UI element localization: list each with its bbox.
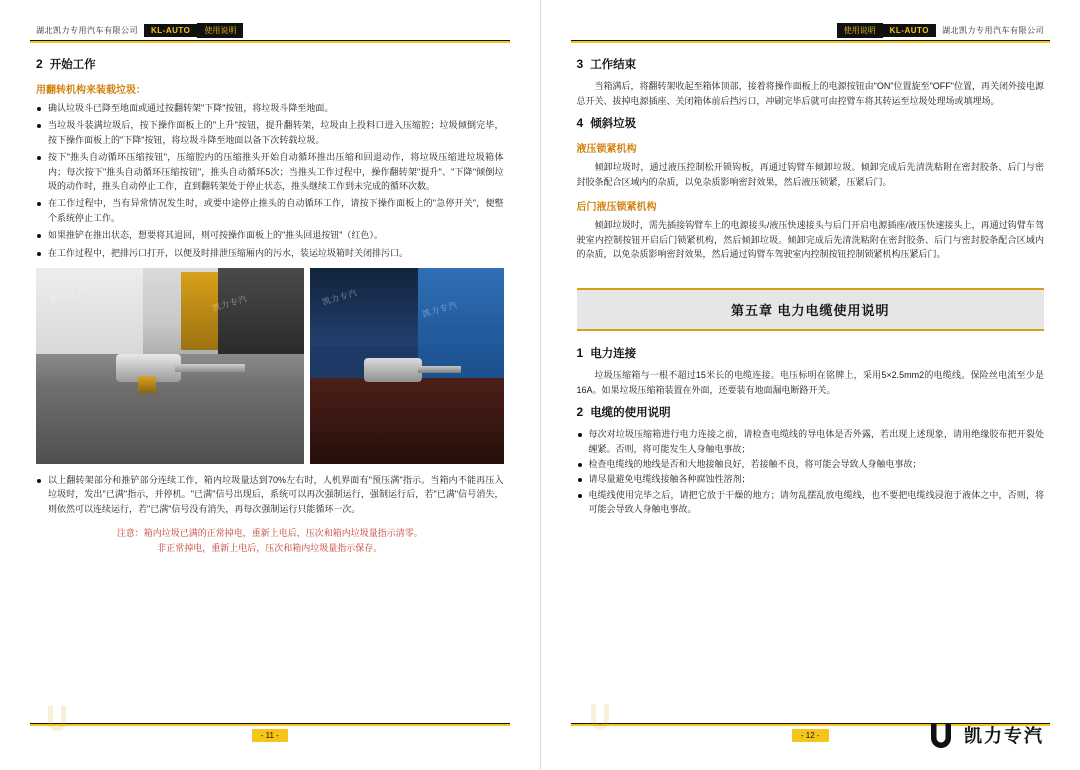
header-manual-tag: 使用说明 xyxy=(197,23,243,38)
photo-watermark: 凯力专汽 xyxy=(211,294,249,313)
subsection-heading-loading: 用翻转机构来装载垃圾： xyxy=(36,85,146,96)
list-item: 确认垃圾斗已降至地面或通过按翻转架"下降"按钮，将垃圾斗降至地面。 xyxy=(36,101,504,115)
footer-accent-rule xyxy=(30,724,510,726)
header-accent-rule xyxy=(30,41,510,43)
section-heading-tilt-dump xyxy=(577,115,1045,131)
section-heading-end-work xyxy=(577,56,1045,72)
section-title: 电缆的使用说明 xyxy=(590,407,671,420)
section-heading-power-connection xyxy=(577,345,1045,361)
list-item: 在工作过程中，把排污口打开，以便及时排泄压缩厢内的污水，装运垃圾箱时关闭排污口。 xyxy=(36,246,504,260)
section-number: 4 xyxy=(576,116,584,131)
section-title: 倾斜垃圾 xyxy=(590,118,637,131)
section-title: 开始工作 xyxy=(49,59,96,71)
photo-watermark: 凯力专汽 xyxy=(49,286,87,305)
header-left xyxy=(30,22,243,38)
header-manual-tag: 使用说明 xyxy=(837,23,883,38)
section-heading-cable-usage xyxy=(577,404,1045,420)
company-logo-block xyxy=(926,720,1044,750)
section-number: 3 xyxy=(576,57,584,71)
list-item: 如果推铲在推出状态，想要将其退回，则可按操作面板上的"推头回退按钮"（红色）。 xyxy=(36,228,504,242)
header-brand-logo: KL-AUTO xyxy=(144,24,197,37)
header-brand-logo: KL-AUTO xyxy=(883,24,936,37)
header-company-name: 湖北凯力专用汽车有限公司 xyxy=(942,25,1044,35)
header-company-name: 湖北凯力专用汽车有限公司 xyxy=(36,25,138,35)
page-left-content xyxy=(36,56,504,710)
section-title: 工作结束 xyxy=(590,59,637,71)
page-right xyxy=(541,0,1080,770)
section-paragraph: 当箱满后，将翻转架收起至箱体顶部，接着将操作面板上的电源按钮由"ON"位置旋至"OFF"位置，再关闭外接电源总开关、拔掉电源插座、关闭箱体前后挡污口，冲刷完毕后就可由控臂车将其转运至垃圾处理场或填埋场。 xyxy=(576,81,1044,106)
list-item: 请尽量避免电缆线接触各种腐蚀性溶剂； xyxy=(577,472,1045,486)
section-paragraph: 倾卸垃圾时，需先插接钩臂车上的电源接头/液压快速接头与后门开启电源插座/液压快速接头上，再通过钩臂车驾驶室内控制按钮开启后门锁紧机构，然后倾卸垃圾。倾卸完成后先清洗粘附在密封胶条、后门与密封胶条配合区域内的杂质，以免杂质影响密封效果，然后通过钩臂车驾驶室内控制按钮控制锁紧机构压紧后门。 xyxy=(576,220,1044,260)
list-item: 以上翻转架部分和推铲部分连续工作，箱内垃圾量达到70%左右时，人机界面有"预压满"指示。当箱内不能再压入垃圾时，发出"已满"指示，并停机。"已满"信号出现后，系统可以再次强制运行，强制运行后，若"已满"信号消失，则依然可以连续运行，若"已满"信号没有消失，再每次强制运行只能循环一次。 xyxy=(36,473,504,516)
page-number-badge: - 12 - xyxy=(792,729,829,742)
section-title: 电力连接 xyxy=(590,348,637,361)
section-number: 2 xyxy=(576,405,584,420)
warning-line: 非正常掉电，重新上电后，压次和箱内垃圾量指示保存。 xyxy=(157,543,383,554)
subsection-heading-hydraulic-lock: 液压锁紧机构 xyxy=(576,144,637,156)
subsection-heading-rear-door-lock: 后门液压锁紧机构 xyxy=(576,202,657,214)
list-item: 按下"推头自动循环压缩按钮"，压缩腔内的压缩推头开始自动循环推出压缩和回退动作，将垃圾压缩进垃圾箱体内；每次按下"推头自动循环压缩按钮"，推头自动循环5次；当推头工作过程中，操作翻转架"提升"、"下降"倾倒垃圾的动作时，推头自动停止工作，直到翻转架处于停止状态，推头继续工作到未完成的循环次数。 xyxy=(36,150,504,193)
post-photo-bullet-list xyxy=(36,473,504,516)
section-number: 1 xyxy=(576,346,584,361)
photo-row xyxy=(36,268,504,464)
warning-line: 注意：箱内垃圾已满的正常掉电，重新上电后，压次和箱内垃圾量指示清零。 xyxy=(116,528,423,539)
section-number: 2 xyxy=(36,57,43,71)
list-item: 当垃圾斗装满垃圾后，按下操作面板上的"上升"按钮，提升翻转架，垃圾由上投料口进入压缩腔；垃圾倾倒完毕，按下操作面板上的"下降"按钮，将垃圾斗降至地面以备下次转载垃圾。 xyxy=(36,118,504,147)
hydraulic-cylinder-photo-1 xyxy=(36,268,304,464)
header-accent-rule xyxy=(571,41,1051,43)
warning-note xyxy=(36,526,504,557)
header-right xyxy=(837,22,1050,38)
company-logo-text: 凯力专汽 xyxy=(964,726,1044,746)
section-paragraph: 倾卸垃圾时，通过液压控制松开锁钩板，再通过钩臂车倾卸垃圾。倾卸完成后先清洗粘附在密封胶条、后门与密封胶条配合区域内的杂质，以免杂质影响密封效果，然后液压锁紧，压紧后门。 xyxy=(576,162,1044,187)
section-paragraph: 垃圾压缩箱与一根不超过15米长的电缆连接。电压标明在铭牌上，采用5×2.5mm2的电缆线。保险丝电流至少是16A。如果垃圾压缩箱装置在外面，还要装有地面漏电断路开关。 xyxy=(576,370,1044,395)
cable-usage-bullet-list xyxy=(577,427,1045,516)
photo-watermark: 凯力专汽 xyxy=(321,288,359,307)
start-work-bullet-list xyxy=(36,101,504,260)
section-heading-start-work xyxy=(36,56,504,72)
hydraulic-cylinder-photo-2 xyxy=(310,268,504,464)
page-number-left xyxy=(0,729,540,742)
photo-watermark: 凯力专汽 xyxy=(421,300,459,319)
kaili-logo-icon xyxy=(926,720,956,750)
chapter-banner: 第五章 电力电缆使用说明 xyxy=(577,288,1045,331)
list-item: 每次对垃圾压缩箱进行电力连接之前，请检查电缆线的导电体是否外露，若出现上述现象，请用绝缘胶布把开裂处缠紧。否则，将可能发生人身触电事故； xyxy=(577,427,1045,456)
page-right-content xyxy=(577,56,1045,710)
list-item: 电缆线使用完毕之后，请把它放于干燥的地方；请勿乱摆乱放电缆线，也不要把电缆线浸泡于液体之中，否则，将可能会导致人身触电事故。 xyxy=(577,488,1045,517)
list-item: 在工作过程中，当有异常情况发生时，或要中途停止推头的自动循环工作，请按下操作面板上的"急停开关"，便整个系统停止工作。 xyxy=(36,196,504,225)
page-number-badge: - 11 - xyxy=(252,729,288,742)
list-item: 检查电缆线的地线是否和大地接触良好，若接触不良，将可能会导致人身触电事故； xyxy=(577,457,1045,471)
